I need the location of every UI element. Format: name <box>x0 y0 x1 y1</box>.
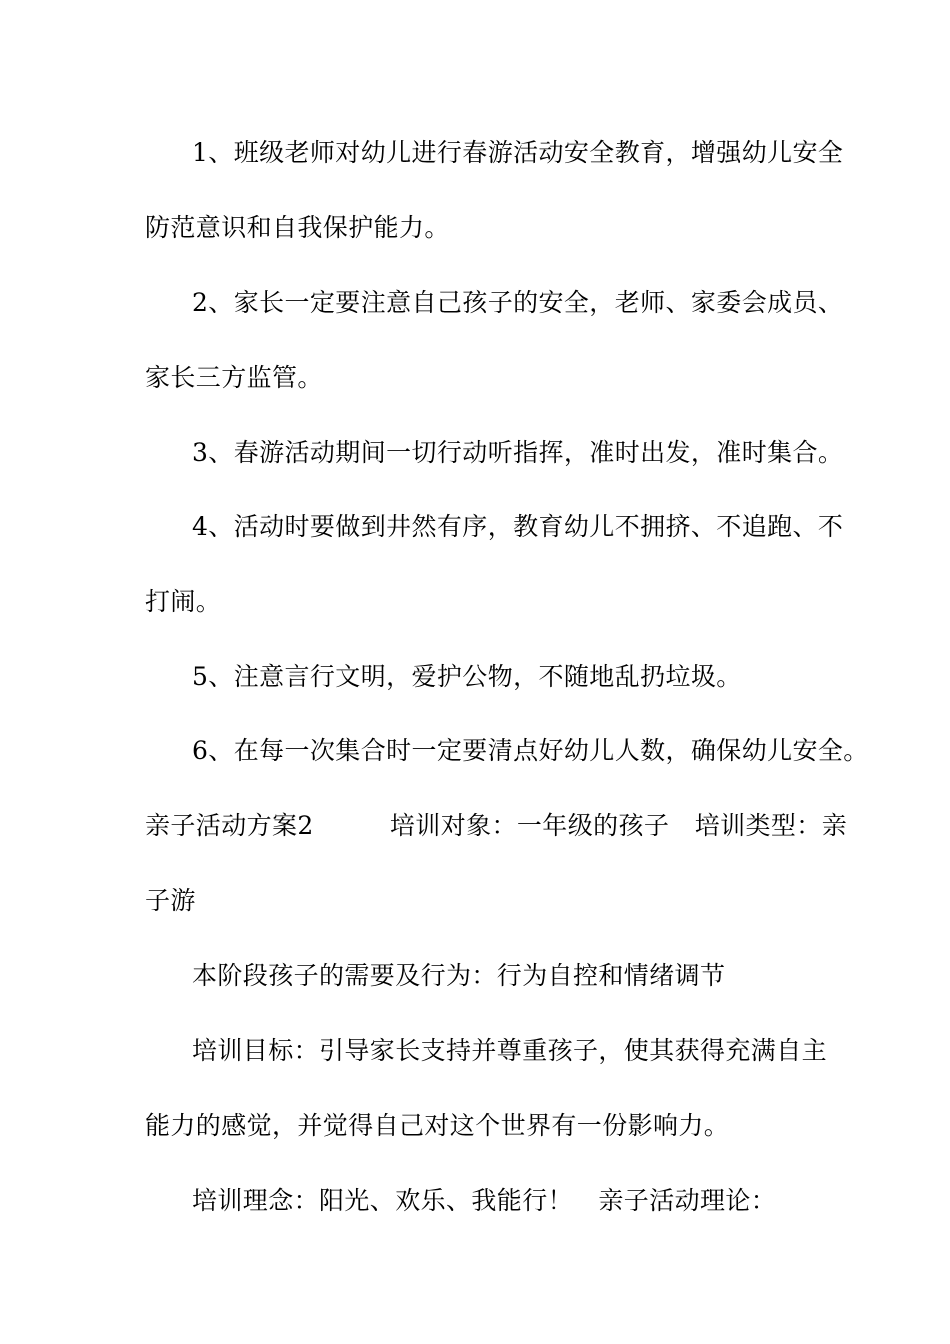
paragraph-4-line-1: 4、活动时要做到井然有序，教育幼儿不拥挤、不追跑、不 <box>192 512 844 541</box>
paragraph-3-line-1: 3、春游活动期间一切行动听指挥，准时出发，准时集合。 <box>192 438 844 467</box>
paragraph-6-line-1: 6、在每一次集合时一定要清点好幼儿人数，确保幼儿安全。 <box>192 736 869 765</box>
paragraph-4-line-2: 打闹。 <box>145 587 222 616</box>
paragraph-9-line-2: 能力的感觉，并觉得自己对这个世界有一份影响力。 <box>145 1111 730 1140</box>
section-heading-line-2: 子游 <box>145 886 196 915</box>
paragraph-9-line-1: 培训目标：引导家长支持并尊重孩子，使其获得充满自主 <box>192 1036 828 1065</box>
paragraph-2-line-2: 家长三方监管。 <box>145 363 323 392</box>
paragraph-5-line-1: 5、注意言行文明，爱护公物，不随地乱扔垃圾。 <box>192 662 742 691</box>
paragraph-2-line-1: 2、家长一定要注意自己孩子的安全，老师、家委会成员、 <box>192 288 844 317</box>
paragraph-1-line-2: 防范意识和自我保护能力。 <box>145 213 450 242</box>
section-heading-line-1: 亲子活动方案2 培训对象：一年级的孩子 培训类型：亲 <box>145 811 848 840</box>
paragraph-8-line-1: 本阶段孩子的需要及行为：行为自控和情绪调节 <box>192 961 726 990</box>
paragraph-1-line-1: 1、班级老师对幼儿进行春游活动安全教育，增强幼儿安全 <box>192 138 844 167</box>
paragraph-10-line-1: 培训理念：阳光、欢乐、我能行！ 亲子活动理论： <box>192 1186 777 1215</box>
